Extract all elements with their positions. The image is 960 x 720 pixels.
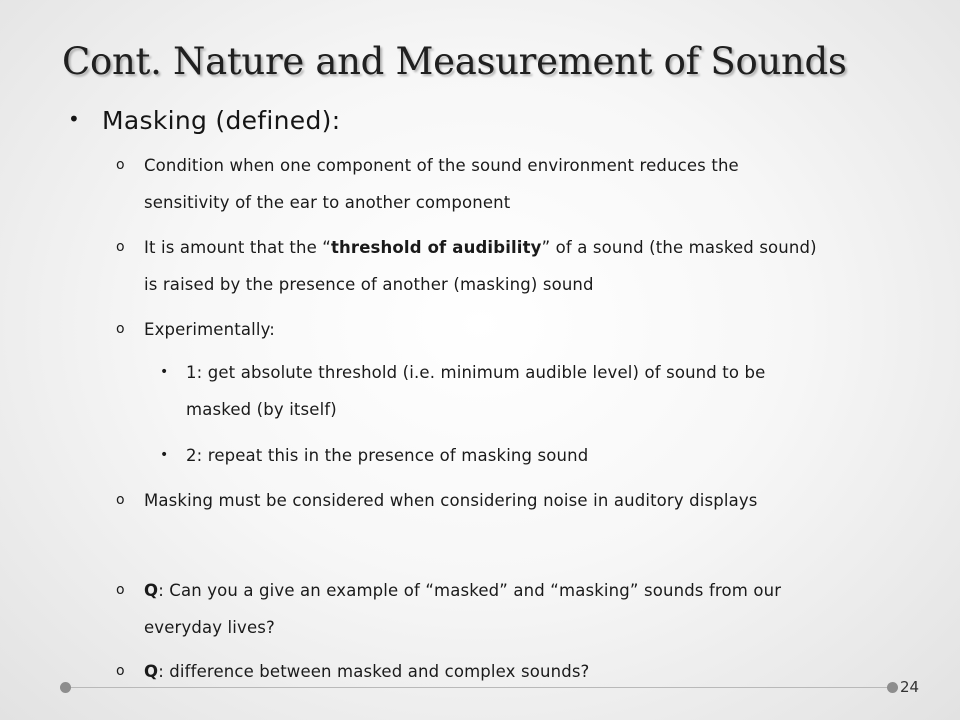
list-item-line: everyday lives? xyxy=(144,618,275,637)
sub-list-marker: • xyxy=(160,364,169,380)
bold-q: Q xyxy=(144,662,159,681)
bold-q: Q xyxy=(144,581,159,600)
sub-item-line: 2: repeat this in the presence of masking sound xyxy=(186,446,589,465)
bullet-label: Masking (defined): xyxy=(102,106,341,135)
list-item-line: Q: difference between masked and complex sounds? xyxy=(144,662,590,681)
footer-dot-left xyxy=(60,682,71,693)
list-item-line: sensitivity of the ear to another component xyxy=(144,193,511,212)
list-item-line: Condition when one component of the sound environment reduces the xyxy=(144,156,739,175)
bullet-marker: • xyxy=(68,107,80,131)
footer-rule xyxy=(66,687,892,688)
list-item-line: Masking must be considered when considering noise in auditory displays xyxy=(144,491,758,510)
list-item-line: It is amount that the “threshold of audibility” of a sound (the masked sound) xyxy=(144,238,817,257)
list-marker: o xyxy=(116,157,125,173)
sub-item-line: 1: get absolute threshold (i.e. minimum audible level) of sound to be xyxy=(186,363,766,382)
page-number: 24 xyxy=(900,678,920,696)
list-marker: o xyxy=(116,582,125,598)
list-marker: o xyxy=(116,321,125,337)
list-item-line: is raised by the presence of another (masking) sound xyxy=(144,275,594,294)
list-item-line: Q: Can you a give an example of “masked” and “masking” sounds from our xyxy=(144,581,782,600)
list-marker: o xyxy=(116,239,125,255)
bold-term: threshold of audibility xyxy=(331,238,542,257)
list-marker: o xyxy=(116,663,125,679)
sub-item-line: masked (by itself) xyxy=(186,400,337,419)
list-item-line: Experimentally: xyxy=(144,320,275,339)
list-marker: o xyxy=(116,492,125,508)
sub-list-marker: • xyxy=(160,447,169,463)
footer-dot-right xyxy=(887,682,898,693)
slide-title: Cont. Nature and Measurement of Sounds xyxy=(62,40,847,83)
